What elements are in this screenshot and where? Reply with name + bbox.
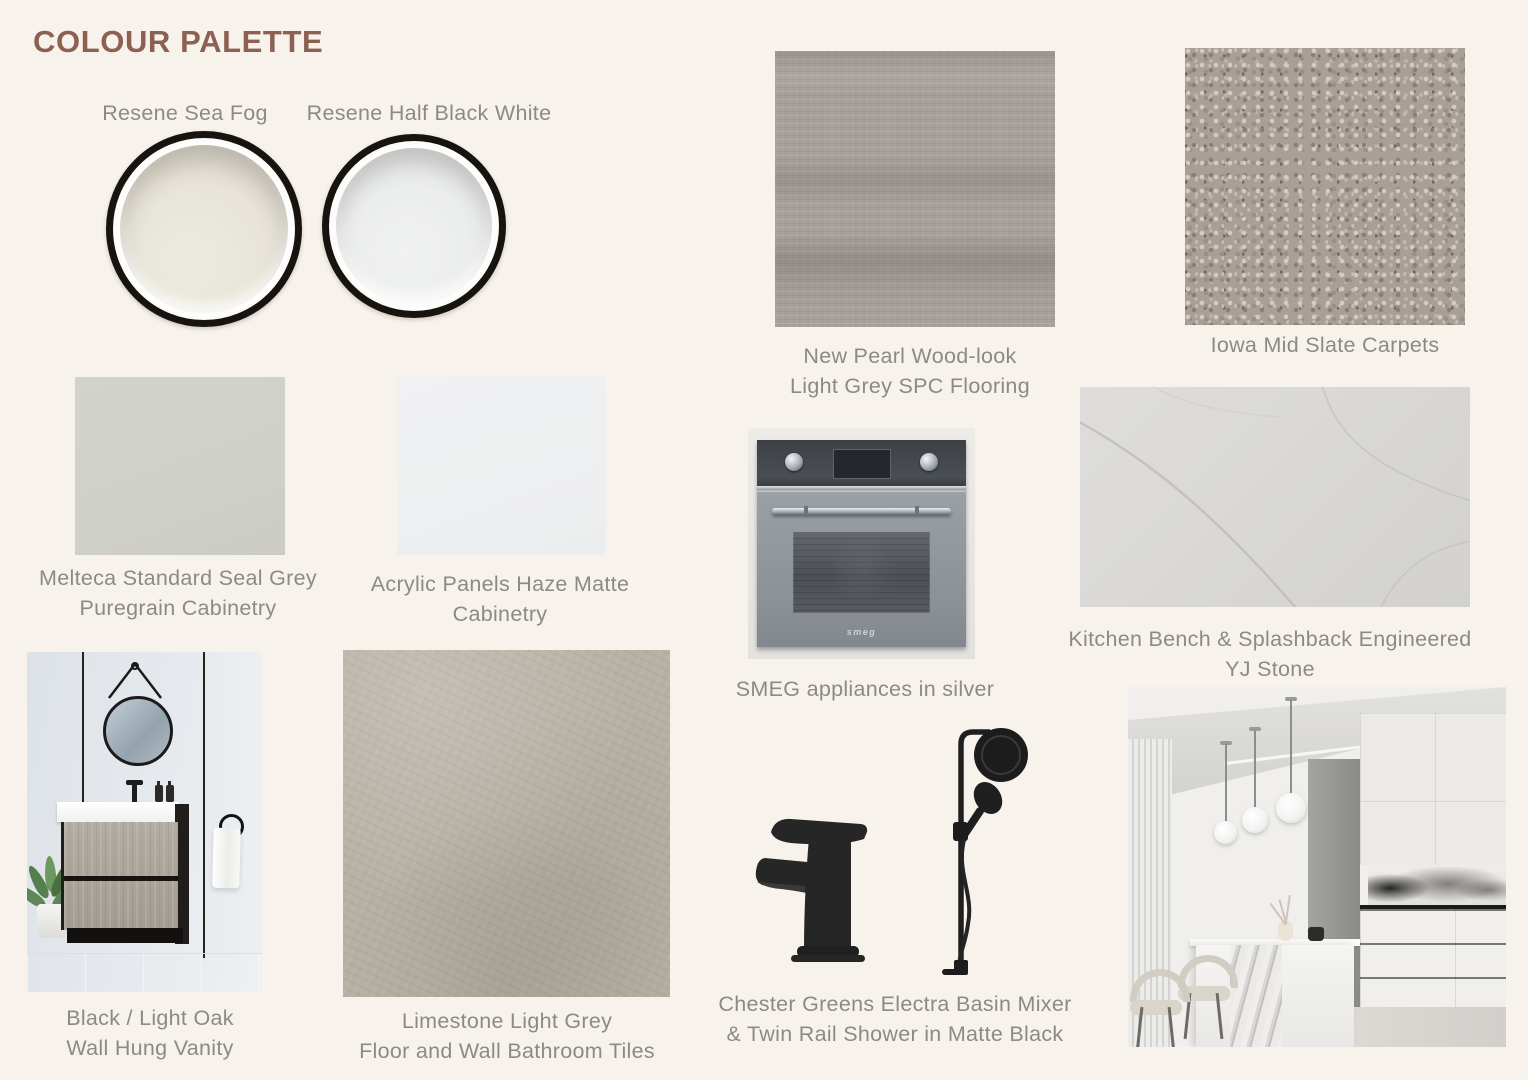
limestone-tile-swatch — [343, 650, 670, 997]
vanity-label-line1: Black / Light Oak — [66, 1006, 234, 1030]
pendant-globe — [1276, 793, 1306, 823]
melteca-label — [27, 563, 329, 623]
stone-veins — [1080, 387, 1470, 607]
vanity-basin-top — [57, 802, 179, 822]
paint-sea-fog-label: Resene Sea Fog — [102, 101, 268, 125]
stone-label-line2: YJ Stone — [1225, 657, 1315, 681]
oven-window — [793, 532, 931, 613]
soap-bottle — [166, 785, 174, 802]
hand-towel — [212, 828, 241, 889]
oven-knob-right — [920, 453, 938, 471]
basin-tap — [126, 780, 148, 804]
basin-mixer-image — [747, 808, 877, 968]
engineered-stone-swatch — [1080, 387, 1470, 607]
acrylic-label — [350, 569, 650, 629]
pendant-cord — [1225, 744, 1227, 822]
kitchen-render-photo — [1128, 687, 1506, 1047]
page-title: COLOUR PALETTE — [33, 24, 324, 59]
vanity-right-wall — [205, 652, 262, 958]
melteca-label-line1: Melteca Standard Seal Grey — [39, 566, 317, 590]
bar-stool — [1130, 969, 1190, 1015]
stool-back — [1130, 969, 1190, 1002]
kitchen-floor — [1354, 1007, 1506, 1047]
oven-knob-left — [785, 453, 803, 471]
paint-lid-sea-fog — [106, 131, 302, 327]
pendant-cord — [1254, 730, 1256, 808]
spc-flooring-swatch — [775, 51, 1055, 327]
flooring-label-line2: Light Grey SPC Flooring — [790, 374, 1030, 398]
vanity-label-line2: Wall Hung Vanity — [66, 1036, 234, 1060]
island-kettle — [1308, 927, 1324, 941]
vanity-tile-floor — [27, 953, 262, 992]
vanity-wall-seam-right — [203, 652, 205, 958]
stone-label-line1: Kitchen Bench & Splashback Engineered — [1068, 627, 1472, 651]
carpet-swatch — [1185, 48, 1465, 325]
kitchen-lower-cabinets — [1360, 909, 1506, 1009]
flooring-label-line1: New Pearl Wood-look — [803, 344, 1017, 368]
vanity-oak-drawers — [61, 822, 178, 930]
paint-swatch-sea-fog — [120, 145, 288, 313]
mirror-strap — [105, 660, 165, 700]
pendant-cord — [1290, 700, 1292, 794]
melteca-label-line2: Puregrain Cabinetry — [79, 596, 277, 620]
acrylic-cabinetry-swatch — [397, 376, 606, 555]
limestone-label — [337, 1006, 677, 1066]
stool-seat — [1130, 1000, 1182, 1015]
smeg-oven-photo — [748, 428, 975, 659]
oven-handle — [772, 508, 952, 515]
paint-half-black-white-label: Resene Half Black White — [306, 101, 552, 125]
tapware-label — [704, 989, 1086, 1049]
paint-lid-half-black-white — [322, 134, 506, 318]
kitchen-upper-cabinets — [1360, 713, 1506, 865]
oven-control-panel — [757, 440, 966, 486]
oven-display — [833, 449, 891, 479]
tapware-label-line1: Chester Greens Electra Basin Mixer — [718, 992, 1072, 1016]
oven-door — [757, 492, 966, 647]
pendant-globe — [1214, 821, 1237, 844]
acrylic-label-line2: Cabinetry — [452, 602, 548, 626]
rail-shower-image — [928, 722, 1038, 984]
smeg-oven — [757, 440, 966, 647]
limestone-label-line1: Limestone Light Grey — [401, 1009, 613, 1033]
drawer-gap — [64, 876, 178, 881]
carpet-label: Iowa Mid Slate Carpets — [1210, 333, 1440, 357]
kitchen-marble-splashback — [1368, 865, 1506, 907]
acrylic-label-line1: Acrylic Panels Haze Matte — [370, 572, 630, 596]
oven-label: SMEG appliances in silver — [735, 677, 995, 701]
flooring-label — [760, 341, 1060, 401]
stone-label — [1055, 624, 1485, 684]
pendant-globe — [1242, 807, 1268, 833]
vanity-plinth — [67, 928, 183, 943]
tapware-label-line2: & Twin Rail Shower in Matte Black — [726, 1022, 1064, 1046]
vase-stem — [1285, 895, 1291, 921]
melteca-cabinetry-swatch — [75, 377, 285, 555]
smeg-logo: smeg — [846, 627, 877, 637]
paint-swatch-half-black-white — [336, 148, 492, 304]
round-mirror — [103, 696, 173, 766]
vanity-photo — [27, 652, 262, 992]
soap-bottle — [155, 785, 163, 802]
vanity-label — [40, 1003, 260, 1063]
limestone-label-line2: Floor and Wall Bathroom Tiles — [359, 1039, 655, 1063]
